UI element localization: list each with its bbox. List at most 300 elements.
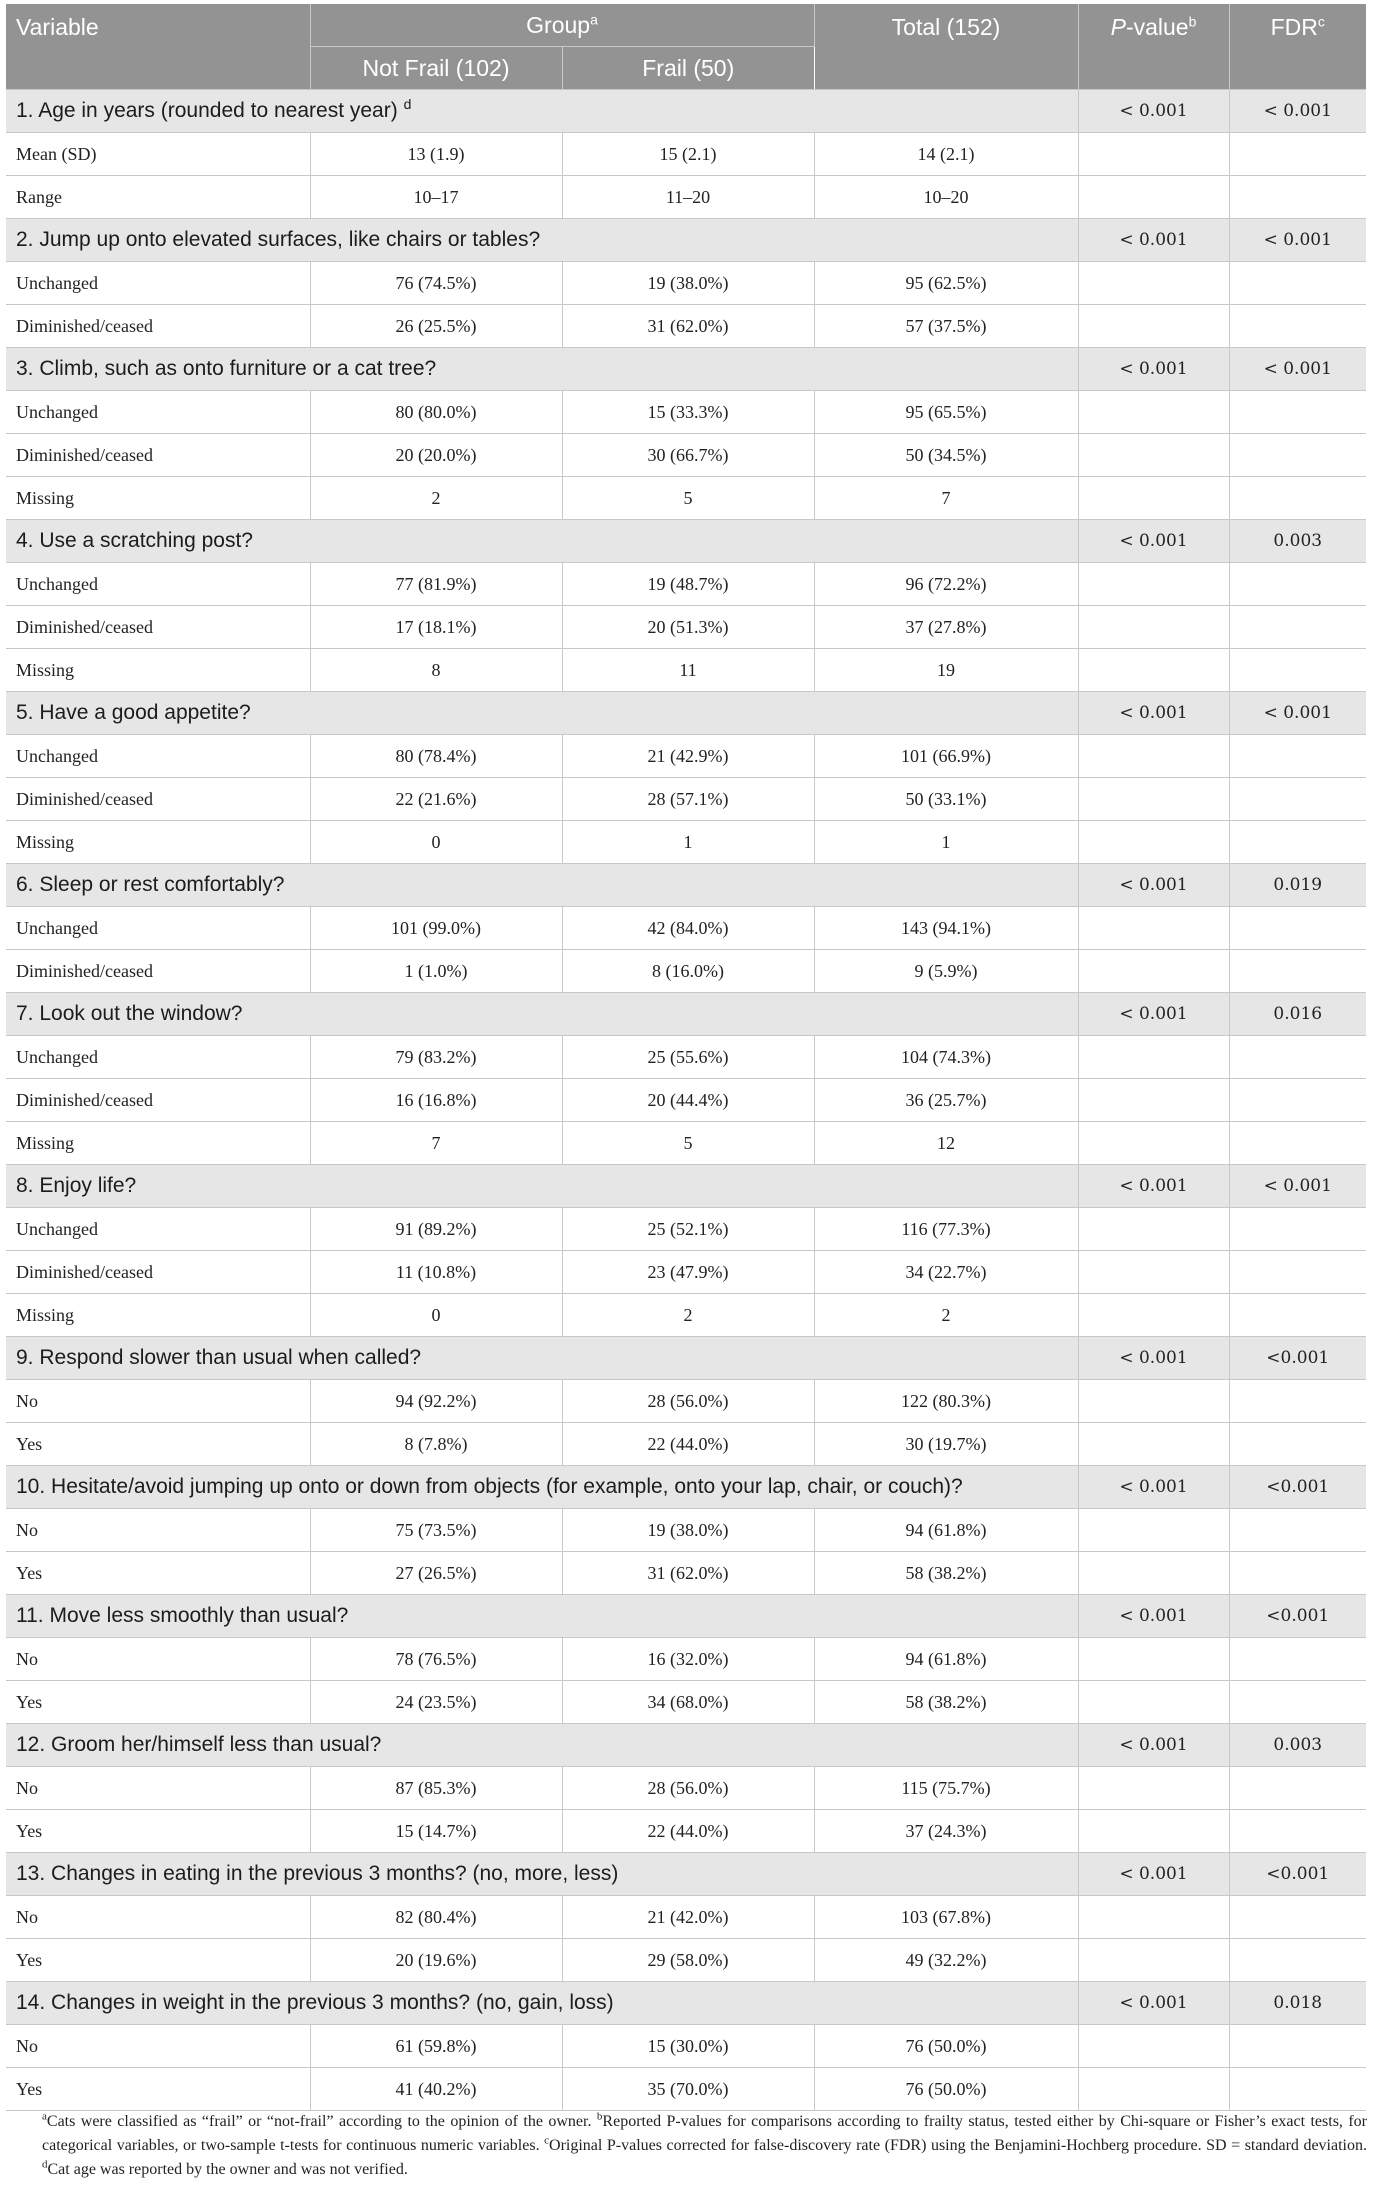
- cell-frail: 21 (42.9%): [562, 735, 814, 778]
- section-row: [6, 993, 1366, 1036]
- cell-frail: 2: [562, 1294, 814, 1337]
- section-fdr: 0.003: [1229, 520, 1366, 563]
- cell-total: 1: [814, 821, 1078, 864]
- cell-total: 14 (2.1): [814, 133, 1078, 176]
- cell-frail: 31 (62.0%): [562, 1552, 814, 1595]
- cell-frail: 42 (84.0%): [562, 907, 814, 950]
- section-title-text: 4. Use a scratching post?: [16, 529, 253, 552]
- section-title-text: 13. Changes in eating in the previous 3 months? (no, more, less): [16, 1862, 619, 1885]
- table-row: [6, 1896, 1366, 1939]
- cell-total: 9 (5.9%): [814, 950, 1078, 993]
- cell-p-empty: [1078, 262, 1229, 305]
- header-variable-label: Variable: [16, 14, 99, 40]
- cell-fdr-empty: [1229, 778, 1366, 821]
- table-row: [6, 950, 1366, 993]
- cell-p-empty: [1078, 778, 1229, 821]
- cell-not-frail: 78 (76.5%): [310, 1638, 562, 1681]
- section-title: [6, 864, 1078, 907]
- cell-fdr-empty: [1229, 1552, 1366, 1595]
- section-title: [6, 1337, 1078, 1380]
- section-title: [6, 520, 1078, 563]
- section-p-value: < 0.001: [1078, 1853, 1229, 1896]
- cell-fdr-empty: [1229, 1036, 1366, 1079]
- cell-frail: 5: [562, 1122, 814, 1165]
- section-fdr: < 0.001: [1229, 692, 1366, 735]
- cell-frail: 28 (56.0%): [562, 1380, 814, 1423]
- section-title: [6, 1853, 1078, 1896]
- header-p-italic: P: [1110, 14, 1126, 40]
- cell-fdr-empty: [1229, 1122, 1366, 1165]
- cell-fdr-empty: [1229, 1079, 1366, 1122]
- section-p-value: < 0.001: [1078, 993, 1229, 1036]
- cell-total: 95 (65.5%): [814, 391, 1078, 434]
- row-label: Missing: [6, 1294, 310, 1337]
- section-p-value: < 0.001: [1078, 520, 1229, 563]
- cell-not-frail: 20 (20.0%): [310, 434, 562, 477]
- cell-not-frail: 22 (21.6%): [310, 778, 562, 821]
- cell-not-frail: 76 (74.5%): [310, 262, 562, 305]
- cell-total: 7: [814, 477, 1078, 520]
- cell-fdr-empty: [1229, 2025, 1366, 2068]
- table-row: [6, 434, 1366, 477]
- cell-total: 37 (24.3%): [814, 1810, 1078, 1853]
- header-p-sup: b: [1188, 13, 1197, 30]
- header-p-rest: -value: [1125, 14, 1189, 40]
- table-row: [6, 606, 1366, 649]
- row-label: Missing: [6, 821, 310, 864]
- cell-not-frail: 0: [310, 1294, 562, 1337]
- table-row: [6, 1122, 1366, 1165]
- cell-fdr-empty: [1229, 1939, 1366, 1982]
- row-label: Diminished/ceased: [6, 305, 310, 348]
- section-row: [6, 90, 1366, 133]
- table-row: [6, 735, 1366, 778]
- section-fdr: < 0.001: [1229, 90, 1366, 133]
- table-row: [6, 1380, 1366, 1423]
- section-p-value: < 0.001: [1078, 1724, 1229, 1767]
- table-row: [6, 305, 1366, 348]
- section-fdr: < 0.001: [1229, 1165, 1366, 1208]
- row-label: Yes: [6, 1423, 310, 1466]
- cell-total: 76 (50.0%): [814, 2025, 1078, 2068]
- table-row: [6, 176, 1366, 219]
- table-footnote: [42, 2110, 1367, 2182]
- cell-p-empty: [1078, 1122, 1229, 1165]
- table-row: [6, 1638, 1366, 1681]
- cell-p-empty: [1078, 1208, 1229, 1251]
- cell-frail: 15 (30.0%): [562, 2025, 814, 2068]
- cell-fdr-empty: [1229, 1208, 1366, 1251]
- cell-fdr-empty: [1229, 907, 1366, 950]
- section-row: [6, 219, 1366, 262]
- section-fdr: <0.001: [1229, 1337, 1366, 1380]
- cell-not-frail: 41 (40.2%): [310, 2068, 562, 2111]
- section-title: [6, 1724, 1078, 1767]
- section-p-value: < 0.001: [1078, 1165, 1229, 1208]
- section-row: [6, 864, 1366, 907]
- table-row: [6, 1810, 1366, 1853]
- cell-p-empty: [1078, 1810, 1229, 1853]
- cell-p-empty: [1078, 907, 1229, 950]
- cell-not-frail: 91 (89.2%): [310, 1208, 562, 1251]
- section-row: [6, 1337, 1366, 1380]
- cell-fdr-empty: [1229, 2068, 1366, 2111]
- cell-frail: 11–20: [562, 176, 814, 219]
- cell-p-empty: [1078, 2068, 1229, 2111]
- footnote-c-sup: c: [544, 2134, 550, 2147]
- row-label: Yes: [6, 1681, 310, 1724]
- footnote-b-sup: b: [596, 2110, 603, 2123]
- cell-p-empty: [1078, 305, 1229, 348]
- cell-total: 103 (67.8%): [814, 1896, 1078, 1939]
- cell-p-empty: [1078, 391, 1229, 434]
- section-title: [6, 692, 1078, 735]
- section-p-value: < 0.001: [1078, 1337, 1229, 1380]
- cell-total: 58 (38.2%): [814, 1552, 1078, 1595]
- section-fdr: <0.001: [1229, 1853, 1366, 1896]
- row-label: Diminished/ceased: [6, 434, 310, 477]
- cell-fdr-empty: [1229, 1638, 1366, 1681]
- table-row: [6, 262, 1366, 305]
- cell-frail: 20 (51.3%): [562, 606, 814, 649]
- cell-p-empty: [1078, 1036, 1229, 1079]
- frailty-comparison-table: [6, 4, 1366, 2111]
- section-title-text: 7. Look out the window?: [16, 1002, 243, 1025]
- section-fdr: < 0.001: [1229, 219, 1366, 262]
- table-row: [6, 907, 1366, 950]
- section-title: [6, 1595, 1078, 1638]
- section-row: [6, 1982, 1366, 2025]
- footnote-a-sup: a: [42, 2110, 47, 2123]
- header-fdr-label: FDR: [1270, 14, 1318, 40]
- cell-frail: 11: [562, 649, 814, 692]
- cell-p-empty: [1078, 1423, 1229, 1466]
- row-label: Yes: [6, 2068, 310, 2111]
- section-p-value: < 0.001: [1078, 348, 1229, 391]
- cell-not-frail: 10–17: [310, 176, 562, 219]
- section-row: [6, 348, 1366, 391]
- cell-not-frail: 80 (80.0%): [310, 391, 562, 434]
- cell-fdr-empty: [1229, 821, 1366, 864]
- header-fdr-sup: c: [1317, 13, 1325, 30]
- section-title: [6, 1466, 1078, 1509]
- section-row: [6, 520, 1366, 563]
- cell-p-empty: [1078, 606, 1229, 649]
- cell-not-frail: 75 (73.5%): [310, 1509, 562, 1552]
- row-label: Range: [6, 176, 310, 219]
- cell-not-frail: 13 (1.9): [310, 133, 562, 176]
- row-label: Diminished/ceased: [6, 778, 310, 821]
- cell-not-frail: 26 (25.5%): [310, 305, 562, 348]
- cell-total: 94 (61.8%): [814, 1509, 1078, 1552]
- cell-p-empty: [1078, 1509, 1229, 1552]
- section-title: [6, 1982, 1078, 2025]
- cell-p-empty: [1078, 821, 1229, 864]
- header-group-sup: a: [590, 10, 598, 27]
- cell-frail: 8 (16.0%): [562, 950, 814, 993]
- cell-fdr-empty: [1229, 477, 1366, 520]
- table-row: [6, 1079, 1366, 1122]
- cell-frail: 22 (44.0%): [562, 1810, 814, 1853]
- cell-p-empty: [1078, 1638, 1229, 1681]
- cell-total: 122 (80.3%): [814, 1380, 1078, 1423]
- cell-not-frail: 8: [310, 649, 562, 692]
- table-row: [6, 477, 1366, 520]
- row-label: Missing: [6, 1122, 310, 1165]
- cell-not-frail: 7: [310, 1122, 562, 1165]
- cell-frail: 28 (56.0%): [562, 1767, 814, 1810]
- table-row: [6, 2068, 1366, 2111]
- section-title-text: 2. Jump up onto elevated surfaces, like chairs or tables?: [16, 228, 541, 251]
- section-title-text: 10. Hesitate/avoid jumping up onto or down from objects (for example, onto your lap, chair, or couch)?: [16, 1475, 963, 1498]
- table-row: [6, 1509, 1366, 1552]
- cell-total: 36 (25.7%): [814, 1079, 1078, 1122]
- section-p-value: < 0.001: [1078, 1595, 1229, 1638]
- cell-total: 104 (74.3%): [814, 1036, 1078, 1079]
- section-p-value: < 0.001: [1078, 1466, 1229, 1509]
- cell-fdr-empty: [1229, 1294, 1366, 1337]
- cell-p-empty: [1078, 1681, 1229, 1724]
- section-title: [6, 90, 1078, 133]
- footnote-b-text: Reported P-values for comparisons according to frailty status, tested either by Chi-square or Fisher’s exact tests, for categorical variables, or two-sample t-tests for continuous numeric variables.: [42, 2113, 1368, 2154]
- cell-frail: 1: [562, 821, 814, 864]
- section-row: [6, 1165, 1366, 1208]
- header-total: [814, 4, 1078, 90]
- cell-total: 49 (32.2%): [814, 1939, 1078, 1982]
- section-row: [6, 692, 1366, 735]
- cell-not-frail: 61 (59.8%): [310, 2025, 562, 2068]
- cell-frail: 15 (33.3%): [562, 391, 814, 434]
- cell-frail: 5: [562, 477, 814, 520]
- cell-total: 115 (75.7%): [814, 1767, 1078, 1810]
- cell-frail: 16 (32.0%): [562, 1638, 814, 1681]
- cell-p-empty: [1078, 1767, 1229, 1810]
- row-label: Unchanged: [6, 1208, 310, 1251]
- section-row: [6, 1853, 1366, 1896]
- cell-not-frail: 79 (83.2%): [310, 1036, 562, 1079]
- section-p-value: < 0.001: [1078, 864, 1229, 907]
- cell-total: 58 (38.2%): [814, 1681, 1078, 1724]
- cell-total: 57 (37.5%): [814, 305, 1078, 348]
- header-not-frail: [310, 47, 562, 90]
- cell-p-empty: [1078, 1079, 1229, 1122]
- header-p-value: [1078, 4, 1229, 90]
- table-row: [6, 821, 1366, 864]
- cell-total: 34 (22.7%): [814, 1251, 1078, 1294]
- cell-not-frail: 1 (1.0%): [310, 950, 562, 993]
- row-label: Missing: [6, 477, 310, 520]
- cell-total: 10–20: [814, 176, 1078, 219]
- cell-fdr-empty: [1229, 1767, 1366, 1810]
- row-label: Diminished/ceased: [6, 1079, 310, 1122]
- section-row: [6, 1724, 1366, 1767]
- cell-fdr-empty: [1229, 305, 1366, 348]
- table-row: [6, 1767, 1366, 1810]
- cell-p-empty: [1078, 1939, 1229, 1982]
- footnote-d-text: Cat age was reported by the owner and was not verified.: [47, 2161, 408, 2178]
- cell-not-frail: 87 (85.3%): [310, 1767, 562, 1810]
- table-row: [6, 1208, 1366, 1251]
- section-fdr: < 0.001: [1229, 348, 1366, 391]
- cell-fdr-empty: [1229, 950, 1366, 993]
- row-label: Unchanged: [6, 262, 310, 305]
- footnote-d-sup: d: [42, 2158, 48, 2171]
- cell-fdr-empty: [1229, 1681, 1366, 1724]
- cell-frail: 19 (48.7%): [562, 563, 814, 606]
- section-p-value: < 0.001: [1078, 219, 1229, 262]
- row-label: Unchanged: [6, 907, 310, 950]
- cell-fdr-empty: [1229, 649, 1366, 692]
- cell-not-frail: 77 (81.9%): [310, 563, 562, 606]
- section-title-text: 14. Changes in weight in the previous 3 months? (no, gain, loss): [16, 1991, 614, 2014]
- cell-total: 96 (72.2%): [814, 563, 1078, 606]
- section-row: [6, 1466, 1366, 1509]
- section-p-value: < 0.001: [1078, 692, 1229, 735]
- table-header: [6, 4, 1366, 90]
- header-not-frail-label: Not Frail (102): [362, 54, 510, 81]
- cell-not-frail: 24 (23.5%): [310, 1681, 562, 1724]
- table-row: [6, 2025, 1366, 2068]
- cell-frail: 20 (44.4%): [562, 1079, 814, 1122]
- cell-fdr-empty: [1229, 1251, 1366, 1294]
- header-frail: [562, 47, 814, 90]
- section-title-sup: d: [403, 96, 412, 112]
- cell-p-empty: [1078, 735, 1229, 778]
- cell-not-frail: 82 (80.4%): [310, 1896, 562, 1939]
- cell-p-empty: [1078, 950, 1229, 993]
- cell-frail: 25 (55.6%): [562, 1036, 814, 1079]
- section-row: [6, 1595, 1366, 1638]
- cell-fdr-empty: [1229, 1380, 1366, 1423]
- row-label: Mean (SD): [6, 133, 310, 176]
- table-row: [6, 1939, 1366, 1982]
- cell-fdr-empty: [1229, 1423, 1366, 1466]
- row-label: Diminished/ceased: [6, 1251, 310, 1294]
- row-label: Diminished/ceased: [6, 606, 310, 649]
- table-row: [6, 649, 1366, 692]
- cell-not-frail: 17 (18.1%): [310, 606, 562, 649]
- table-row: [6, 1423, 1366, 1466]
- cell-fdr-empty: [1229, 735, 1366, 778]
- cell-p-empty: [1078, 1380, 1229, 1423]
- section-fdr: 0.019: [1229, 864, 1366, 907]
- section-title-text: 9. Respond slower than usual when called?: [16, 1346, 422, 1369]
- table-body: [6, 90, 1366, 2111]
- cell-frail: 23 (47.9%): [562, 1251, 814, 1294]
- header-group-label: Group: [526, 11, 591, 38]
- header-fdr: [1229, 4, 1366, 90]
- cell-total: 94 (61.8%): [814, 1638, 1078, 1681]
- row-label: Unchanged: [6, 391, 310, 434]
- cell-p-empty: [1078, 1896, 1229, 1939]
- cell-fdr-empty: [1229, 1509, 1366, 1552]
- section-title-text: 3. Climb, such as onto furniture or a cat tree?: [16, 357, 437, 380]
- cell-frail: 21 (42.0%): [562, 1896, 814, 1939]
- cell-fdr-empty: [1229, 176, 1366, 219]
- cell-total: 116 (77.3%): [814, 1208, 1078, 1251]
- table-row: [6, 391, 1366, 434]
- cell-total: 76 (50.0%): [814, 2068, 1078, 2111]
- row-label: No: [6, 1896, 310, 1939]
- section-p-value: < 0.001: [1078, 1982, 1229, 2025]
- cell-fdr-empty: [1229, 563, 1366, 606]
- section-title-text: 8. Enjoy life?: [16, 1174, 137, 1197]
- cell-total: 50 (34.5%): [814, 434, 1078, 477]
- cell-p-empty: [1078, 477, 1229, 520]
- cell-not-frail: 15 (14.7%): [310, 1810, 562, 1853]
- section-fdr: 0.018: [1229, 1982, 1366, 2025]
- table-row: [6, 1681, 1366, 1724]
- cell-frail: 29 (58.0%): [562, 1939, 814, 1982]
- section-title-text: 12. Groom her/himself less than usual?: [16, 1733, 382, 1756]
- cell-p-empty: [1078, 434, 1229, 477]
- cell-not-frail: 80 (78.4%): [310, 735, 562, 778]
- table-row: [6, 1036, 1366, 1079]
- cell-total: 37 (27.8%): [814, 606, 1078, 649]
- cell-total: 19: [814, 649, 1078, 692]
- cell-frail: 19 (38.0%): [562, 1509, 814, 1552]
- row-label: Diminished/ceased: [6, 950, 310, 993]
- section-title: [6, 219, 1078, 262]
- footnote-a-text: Cats were classified as “frail” or “not-frail” according to the opinion of the owner.: [46, 2113, 597, 2130]
- row-label: Unchanged: [6, 563, 310, 606]
- section-fdr: <0.001: [1229, 1595, 1366, 1638]
- table-row: [6, 563, 1366, 606]
- cell-fdr-empty: [1229, 606, 1366, 649]
- cell-p-empty: [1078, 176, 1229, 219]
- cell-not-frail: 11 (10.8%): [310, 1251, 562, 1294]
- row-label: No: [6, 1380, 310, 1423]
- cell-frail: 30 (66.7%): [562, 434, 814, 477]
- cell-p-empty: [1078, 563, 1229, 606]
- footnote-c-text: Original P-values corrected for false-discovery rate (FDR) using the Benjamini-Hochberg procedure. SD = standard deviation.: [549, 2137, 1367, 2154]
- cell-total: 30 (19.7%): [814, 1423, 1078, 1466]
- cell-frail: 25 (52.1%): [562, 1208, 814, 1251]
- header-group: [310, 4, 814, 47]
- row-label: No: [6, 1509, 310, 1552]
- cell-p-empty: [1078, 649, 1229, 692]
- cell-p-empty: [1078, 1552, 1229, 1595]
- cell-not-frail: 20 (19.6%): [310, 1939, 562, 1982]
- row-label: No: [6, 1638, 310, 1681]
- row-label: Unchanged: [6, 1036, 310, 1079]
- cell-not-frail: 27 (26.5%): [310, 1552, 562, 1595]
- cell-total: 50 (33.1%): [814, 778, 1078, 821]
- cell-frail: 28 (57.1%): [562, 778, 814, 821]
- cell-not-frail: 2: [310, 477, 562, 520]
- cell-total: 143 (94.1%): [814, 907, 1078, 950]
- header-total-label: Total (152): [891, 14, 1001, 40]
- table-row: [6, 1251, 1366, 1294]
- section-title-text: 1. Age in years (rounded to nearest year): [16, 99, 398, 122]
- cell-not-frail: 16 (16.8%): [310, 1079, 562, 1122]
- cell-frail: 34 (68.0%): [562, 1681, 814, 1724]
- header-variable: [6, 4, 310, 90]
- cell-frail: 22 (44.0%): [562, 1423, 814, 1466]
- cell-p-empty: [1078, 1251, 1229, 1294]
- cell-not-frail: 101 (99.0%): [310, 907, 562, 950]
- cell-frail: 15 (2.1): [562, 133, 814, 176]
- row-label: Yes: [6, 1939, 310, 1982]
- cell-not-frail: 94 (92.2%): [310, 1380, 562, 1423]
- table-row: [6, 778, 1366, 821]
- row-label: No: [6, 1767, 310, 1810]
- cell-frail: 31 (62.0%): [562, 305, 814, 348]
- cell-fdr-empty: [1229, 434, 1366, 477]
- row-label: Unchanged: [6, 735, 310, 778]
- cell-not-frail: 0: [310, 821, 562, 864]
- cell-fdr-empty: [1229, 1896, 1366, 1939]
